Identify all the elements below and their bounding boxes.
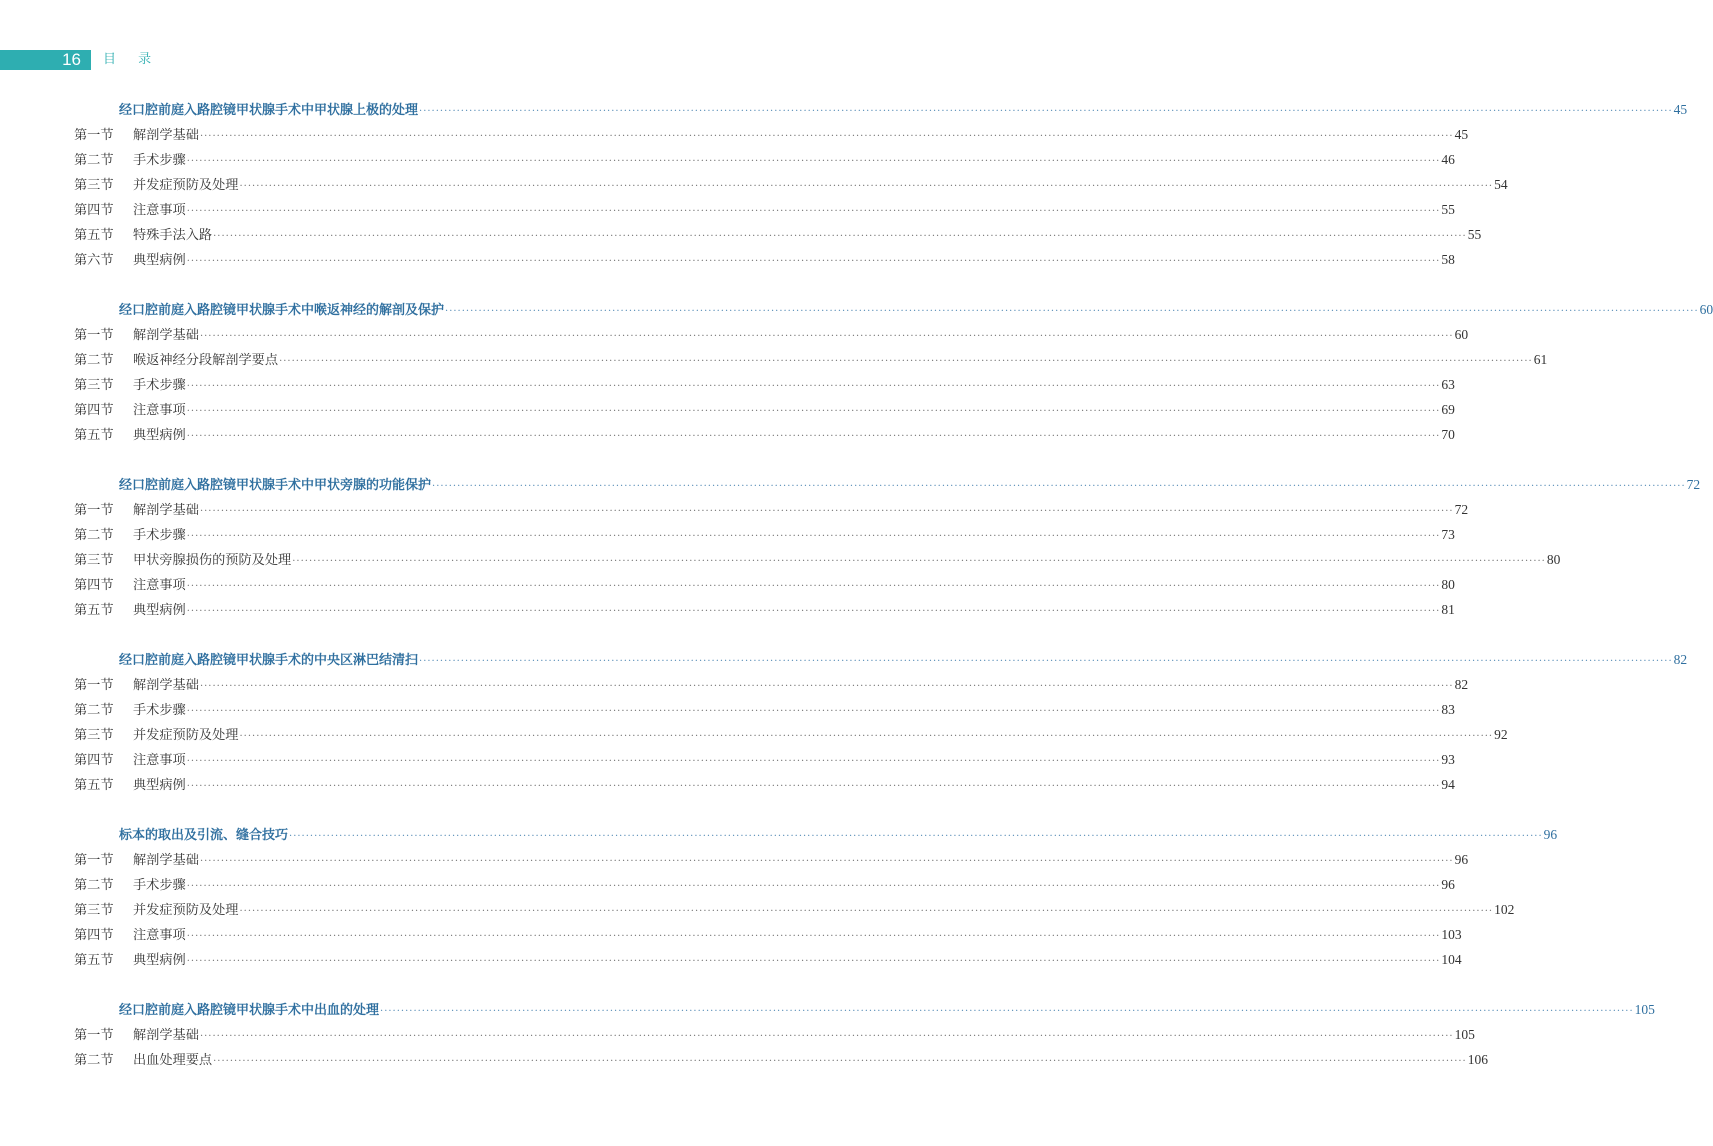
toc-entry[interactable] bbox=[74, 897, 1515, 922]
section-number: 第四节 bbox=[74, 578, 114, 593]
toc-section bbox=[74, 647, 1688, 797]
section-page: 80 bbox=[1546, 552, 1561, 567]
toc-entry[interactable] bbox=[74, 197, 1455, 222]
toc-entry[interactable] bbox=[74, 772, 1455, 797]
section-page: 92 bbox=[1494, 727, 1508, 742]
chapter-entry[interactable] bbox=[74, 297, 1713, 322]
dot-leader: ············································································································································································································································································································ bbox=[213, 1056, 1467, 1067]
dot-leader: ············································································································································································································································································································ bbox=[199, 1031, 1454, 1042]
dot-leader: ············································································································································································································································································································ bbox=[239, 731, 1494, 742]
section-page: 55 bbox=[1441, 202, 1455, 217]
section-title: 注意事项 bbox=[133, 928, 186, 943]
section-page: 93 bbox=[1441, 752, 1455, 767]
section-number: 第五节 bbox=[74, 953, 114, 968]
dot-leader: ············································································································································································································································································································ bbox=[186, 531, 1441, 542]
dot-leader: ············································································································································································································································································································ bbox=[199, 506, 1454, 517]
section-title: 典型病例 bbox=[133, 953, 186, 968]
section-number: 第一节 bbox=[74, 1028, 114, 1043]
section-number: 第一节 bbox=[74, 678, 114, 693]
dot-leader: ············································································································································································································································································································ bbox=[186, 431, 1441, 442]
section-number: 第一节 bbox=[74, 128, 114, 143]
section-page: 61 bbox=[1533, 352, 1548, 367]
toc-entry[interactable] bbox=[74, 222, 1482, 247]
section-title: 典型病例 bbox=[133, 778, 186, 793]
dot-leader: ············································································································································································································································································································ bbox=[186, 606, 1441, 617]
dot-leader: ············································································································································································································································································································ bbox=[292, 556, 1546, 567]
section-title: 解剖学基础 bbox=[133, 503, 199, 518]
table-of-contents bbox=[74, 97, 1713, 1097]
section-page: 70 bbox=[1441, 427, 1455, 442]
section-number: 第二节 bbox=[74, 353, 114, 368]
dot-leader: ············································································································································································································································································································ bbox=[419, 656, 1673, 667]
section-page: 55 bbox=[1467, 227, 1482, 242]
toc-entry[interactable] bbox=[74, 247, 1455, 272]
section-title: 手术步骤 bbox=[133, 703, 186, 718]
dot-leader: ············································································································································································································································································································ bbox=[239, 906, 1494, 917]
section-page: 69 bbox=[1441, 402, 1455, 417]
section-number: 第三节 bbox=[74, 178, 114, 193]
toc-section bbox=[74, 97, 1688, 272]
section-page: 72 bbox=[1454, 502, 1469, 517]
section-title: 注意事项 bbox=[133, 203, 186, 218]
chapter-title: 经口腔前庭入路腔镜甲状腺手术中喉返神经的解剖及保护 bbox=[119, 303, 445, 318]
section-page: 80 bbox=[1441, 577, 1455, 592]
toc-entry[interactable] bbox=[74, 747, 1455, 772]
toc-entry[interactable] bbox=[74, 397, 1455, 422]
page-header bbox=[0, 50, 800, 70]
dot-leader: ············································································································································································································································································································ bbox=[186, 706, 1441, 717]
section-title: 注意事项 bbox=[133, 753, 186, 768]
toc-entry[interactable] bbox=[74, 847, 1469, 872]
page-number: 16 bbox=[62, 50, 81, 69]
section-title: 手术步骤 bbox=[133, 153, 186, 168]
section-title: 特殊手法入路 bbox=[133, 228, 213, 243]
header-title: 目 录 bbox=[103, 52, 161, 67]
toc-entry[interactable] bbox=[74, 1022, 1475, 1047]
page-number-bar bbox=[0, 50, 91, 70]
section-page: 81 bbox=[1441, 602, 1455, 617]
section-number: 第一节 bbox=[74, 503, 114, 518]
section-title: 解剖学基础 bbox=[133, 128, 199, 143]
section-title: 典型病例 bbox=[133, 603, 186, 618]
toc-entry[interactable] bbox=[74, 1047, 1488, 1072]
section-page: 73 bbox=[1441, 527, 1455, 542]
section-number: 第二节 bbox=[74, 878, 114, 893]
toc-entry[interactable] bbox=[74, 672, 1469, 697]
section-title: 并发症预防及处理 bbox=[133, 903, 239, 918]
section-number: 第三节 bbox=[74, 903, 114, 918]
toc-section bbox=[74, 472, 1701, 622]
section-title: 喉返神经分段解剖学要点 bbox=[133, 353, 279, 368]
toc-entry[interactable] bbox=[74, 172, 1508, 197]
dot-leader: ············································································································································································································································································································ bbox=[199, 856, 1454, 867]
section-title: 典型病例 bbox=[133, 428, 186, 443]
dot-leader: ············································································································································································································································································································ bbox=[186, 756, 1441, 767]
toc-entry[interactable] bbox=[74, 122, 1469, 147]
section-page: 83 bbox=[1441, 702, 1455, 717]
chapter-page: 82 bbox=[1673, 652, 1688, 667]
section-number: 第一节 bbox=[74, 853, 114, 868]
section-page: 58 bbox=[1441, 252, 1455, 267]
toc-entry[interactable] bbox=[74, 547, 1561, 572]
dot-leader: ············································································································································································································································································································ bbox=[380, 1006, 1634, 1017]
dot-leader: ············································································································································································································································································································ bbox=[199, 331, 1454, 342]
chapter-page: 105 bbox=[1634, 1002, 1655, 1017]
chapter-page: 60 bbox=[1699, 302, 1713, 317]
section-page: 82 bbox=[1454, 677, 1469, 692]
section-number: 第四节 bbox=[74, 403, 114, 418]
section-number: 第一节 bbox=[74, 328, 114, 343]
toc-entry[interactable] bbox=[74, 322, 1469, 347]
section-number: 第五节 bbox=[74, 778, 114, 793]
toc-entry[interactable] bbox=[74, 922, 1462, 947]
dot-leader: ············································································································································································································································································································ bbox=[186, 881, 1441, 892]
dot-leader: ············································································································································································································································································································ bbox=[432, 481, 1686, 492]
dot-leader: ············································································································································································································································································································ bbox=[186, 956, 1441, 967]
section-page: 94 bbox=[1441, 777, 1455, 792]
dot-leader: ············································································································································································································································································································ bbox=[289, 831, 1543, 842]
section-number: 第四节 bbox=[74, 753, 114, 768]
chapter-title: 经口腔前庭入路腔镜甲状腺手术中甲状旁腺的功能保护 bbox=[119, 478, 432, 493]
chapter-title: 经口腔前庭入路腔镜甲状腺手术中出血的处理 bbox=[119, 1003, 380, 1018]
toc-entry[interactable] bbox=[74, 722, 1508, 747]
chapter-title: 经口腔前庭入路腔镜甲状腺手术的中央区淋巴结清扫 bbox=[119, 653, 419, 668]
section-title: 甲状旁腺损伤的预防及处理 bbox=[133, 553, 292, 568]
chapter-title: 经口腔前庭入路腔镜甲状腺手术中甲状腺上极的处理 bbox=[119, 103, 419, 118]
toc-section bbox=[74, 297, 1713, 447]
section-title: 手术步骤 bbox=[133, 378, 186, 393]
toc-entry[interactable] bbox=[74, 697, 1455, 722]
toc-entry[interactable] bbox=[74, 947, 1462, 972]
dot-leader: ············································································································································································································································································································ bbox=[199, 681, 1454, 692]
section-number: 第四节 bbox=[74, 928, 114, 943]
section-title: 出血处理要点 bbox=[133, 1053, 213, 1068]
section-title: 解剖学基础 bbox=[133, 678, 199, 693]
chapter-page: 72 bbox=[1686, 477, 1701, 492]
section-number: 第五节 bbox=[74, 428, 114, 443]
dot-leader: ············································································································································································································································································································ bbox=[186, 781, 1441, 792]
toc-entry[interactable] bbox=[74, 422, 1455, 447]
dot-leader: ············································································································································································································································································································ bbox=[186, 381, 1441, 392]
section-title: 注意事项 bbox=[133, 578, 186, 593]
section-page: 104 bbox=[1441, 952, 1462, 967]
dot-leader: ············································································································································································································································································································ bbox=[186, 581, 1441, 592]
dot-leader: ············································································································································································································································································································ bbox=[186, 931, 1441, 942]
dot-leader: ············································································································································································································································································································ bbox=[279, 356, 1533, 367]
section-number: 第二节 bbox=[74, 153, 114, 168]
section-page: 105 bbox=[1454, 1027, 1475, 1042]
section-page: 106 bbox=[1467, 1052, 1488, 1067]
section-page: 46 bbox=[1441, 152, 1455, 167]
section-title: 典型病例 bbox=[133, 253, 186, 268]
toc-entry[interactable] bbox=[74, 597, 1455, 622]
section-page: 96 bbox=[1454, 852, 1469, 867]
section-title: 注意事项 bbox=[133, 403, 186, 418]
section-number: 第四节 bbox=[74, 203, 114, 218]
toc-section bbox=[74, 997, 1655, 1072]
chapter-entry[interactable] bbox=[74, 822, 1558, 847]
section-number: 第五节 bbox=[74, 228, 114, 243]
section-page: 96 bbox=[1441, 877, 1455, 892]
chapter-title: 标本的取出及引流、缝合技巧 bbox=[119, 828, 289, 843]
section-number: 第五节 bbox=[74, 603, 114, 618]
section-page: 54 bbox=[1494, 177, 1508, 192]
dot-leader: ············································································································································································································································································································ bbox=[186, 156, 1441, 167]
section-page: 45 bbox=[1454, 127, 1469, 142]
section-title: 解剖学基础 bbox=[133, 853, 199, 868]
dot-leader: ············································································································································································································································································································ bbox=[239, 181, 1494, 192]
section-number: 第二节 bbox=[74, 703, 114, 718]
toc-entry[interactable] bbox=[74, 347, 1548, 372]
section-page: 103 bbox=[1441, 927, 1462, 942]
toc-entry[interactable] bbox=[74, 872, 1455, 897]
section-title: 并发症预防及处理 bbox=[133, 728, 239, 743]
section-page: 60 bbox=[1454, 327, 1469, 342]
section-title: 手术步骤 bbox=[133, 528, 186, 543]
section-page: 63 bbox=[1441, 377, 1455, 392]
section-number: 第二节 bbox=[74, 528, 114, 543]
toc-entry[interactable] bbox=[74, 147, 1455, 172]
section-page: 102 bbox=[1494, 902, 1515, 917]
chapter-entry[interactable] bbox=[74, 647, 1688, 672]
section-title: 并发症预防及处理 bbox=[133, 178, 239, 193]
section-number: 第二节 bbox=[74, 1053, 114, 1068]
chapter-entry[interactable] bbox=[74, 472, 1701, 497]
section-title: 解剖学基础 bbox=[133, 328, 199, 343]
toc-entry[interactable] bbox=[74, 372, 1455, 397]
chapter-entry[interactable] bbox=[74, 97, 1688, 122]
section-number: 第三节 bbox=[74, 728, 114, 743]
section-number: 第六节 bbox=[74, 253, 114, 268]
dot-leader: ············································································································································································································································································································ bbox=[213, 231, 1467, 242]
dot-leader: ············································································································································································································································································································ bbox=[199, 131, 1454, 142]
toc-entry[interactable] bbox=[74, 497, 1469, 522]
section-title: 手术步骤 bbox=[133, 878, 186, 893]
dot-leader: ············································································································································································································································································································ bbox=[186, 406, 1441, 417]
chapter-page: 96 bbox=[1543, 827, 1558, 842]
dot-leader: ············································································································································································································································································································ bbox=[445, 306, 1699, 317]
section-number: 第三节 bbox=[74, 553, 114, 568]
section-number: 第三节 bbox=[74, 378, 114, 393]
dot-leader: ············································································································································································································································································································ bbox=[186, 206, 1441, 217]
section-title: 解剖学基础 bbox=[133, 1028, 199, 1043]
toc-section bbox=[74, 822, 1558, 972]
toc-entry[interactable] bbox=[74, 522, 1455, 547]
chapter-page: 45 bbox=[1673, 102, 1688, 117]
chapter-entry[interactable] bbox=[74, 997, 1655, 1022]
dot-leader: ············································································································································································································································································································ bbox=[419, 106, 1673, 117]
dot-leader: ············································································································································································································································································································ bbox=[186, 256, 1441, 267]
toc-entry[interactable] bbox=[74, 572, 1455, 597]
